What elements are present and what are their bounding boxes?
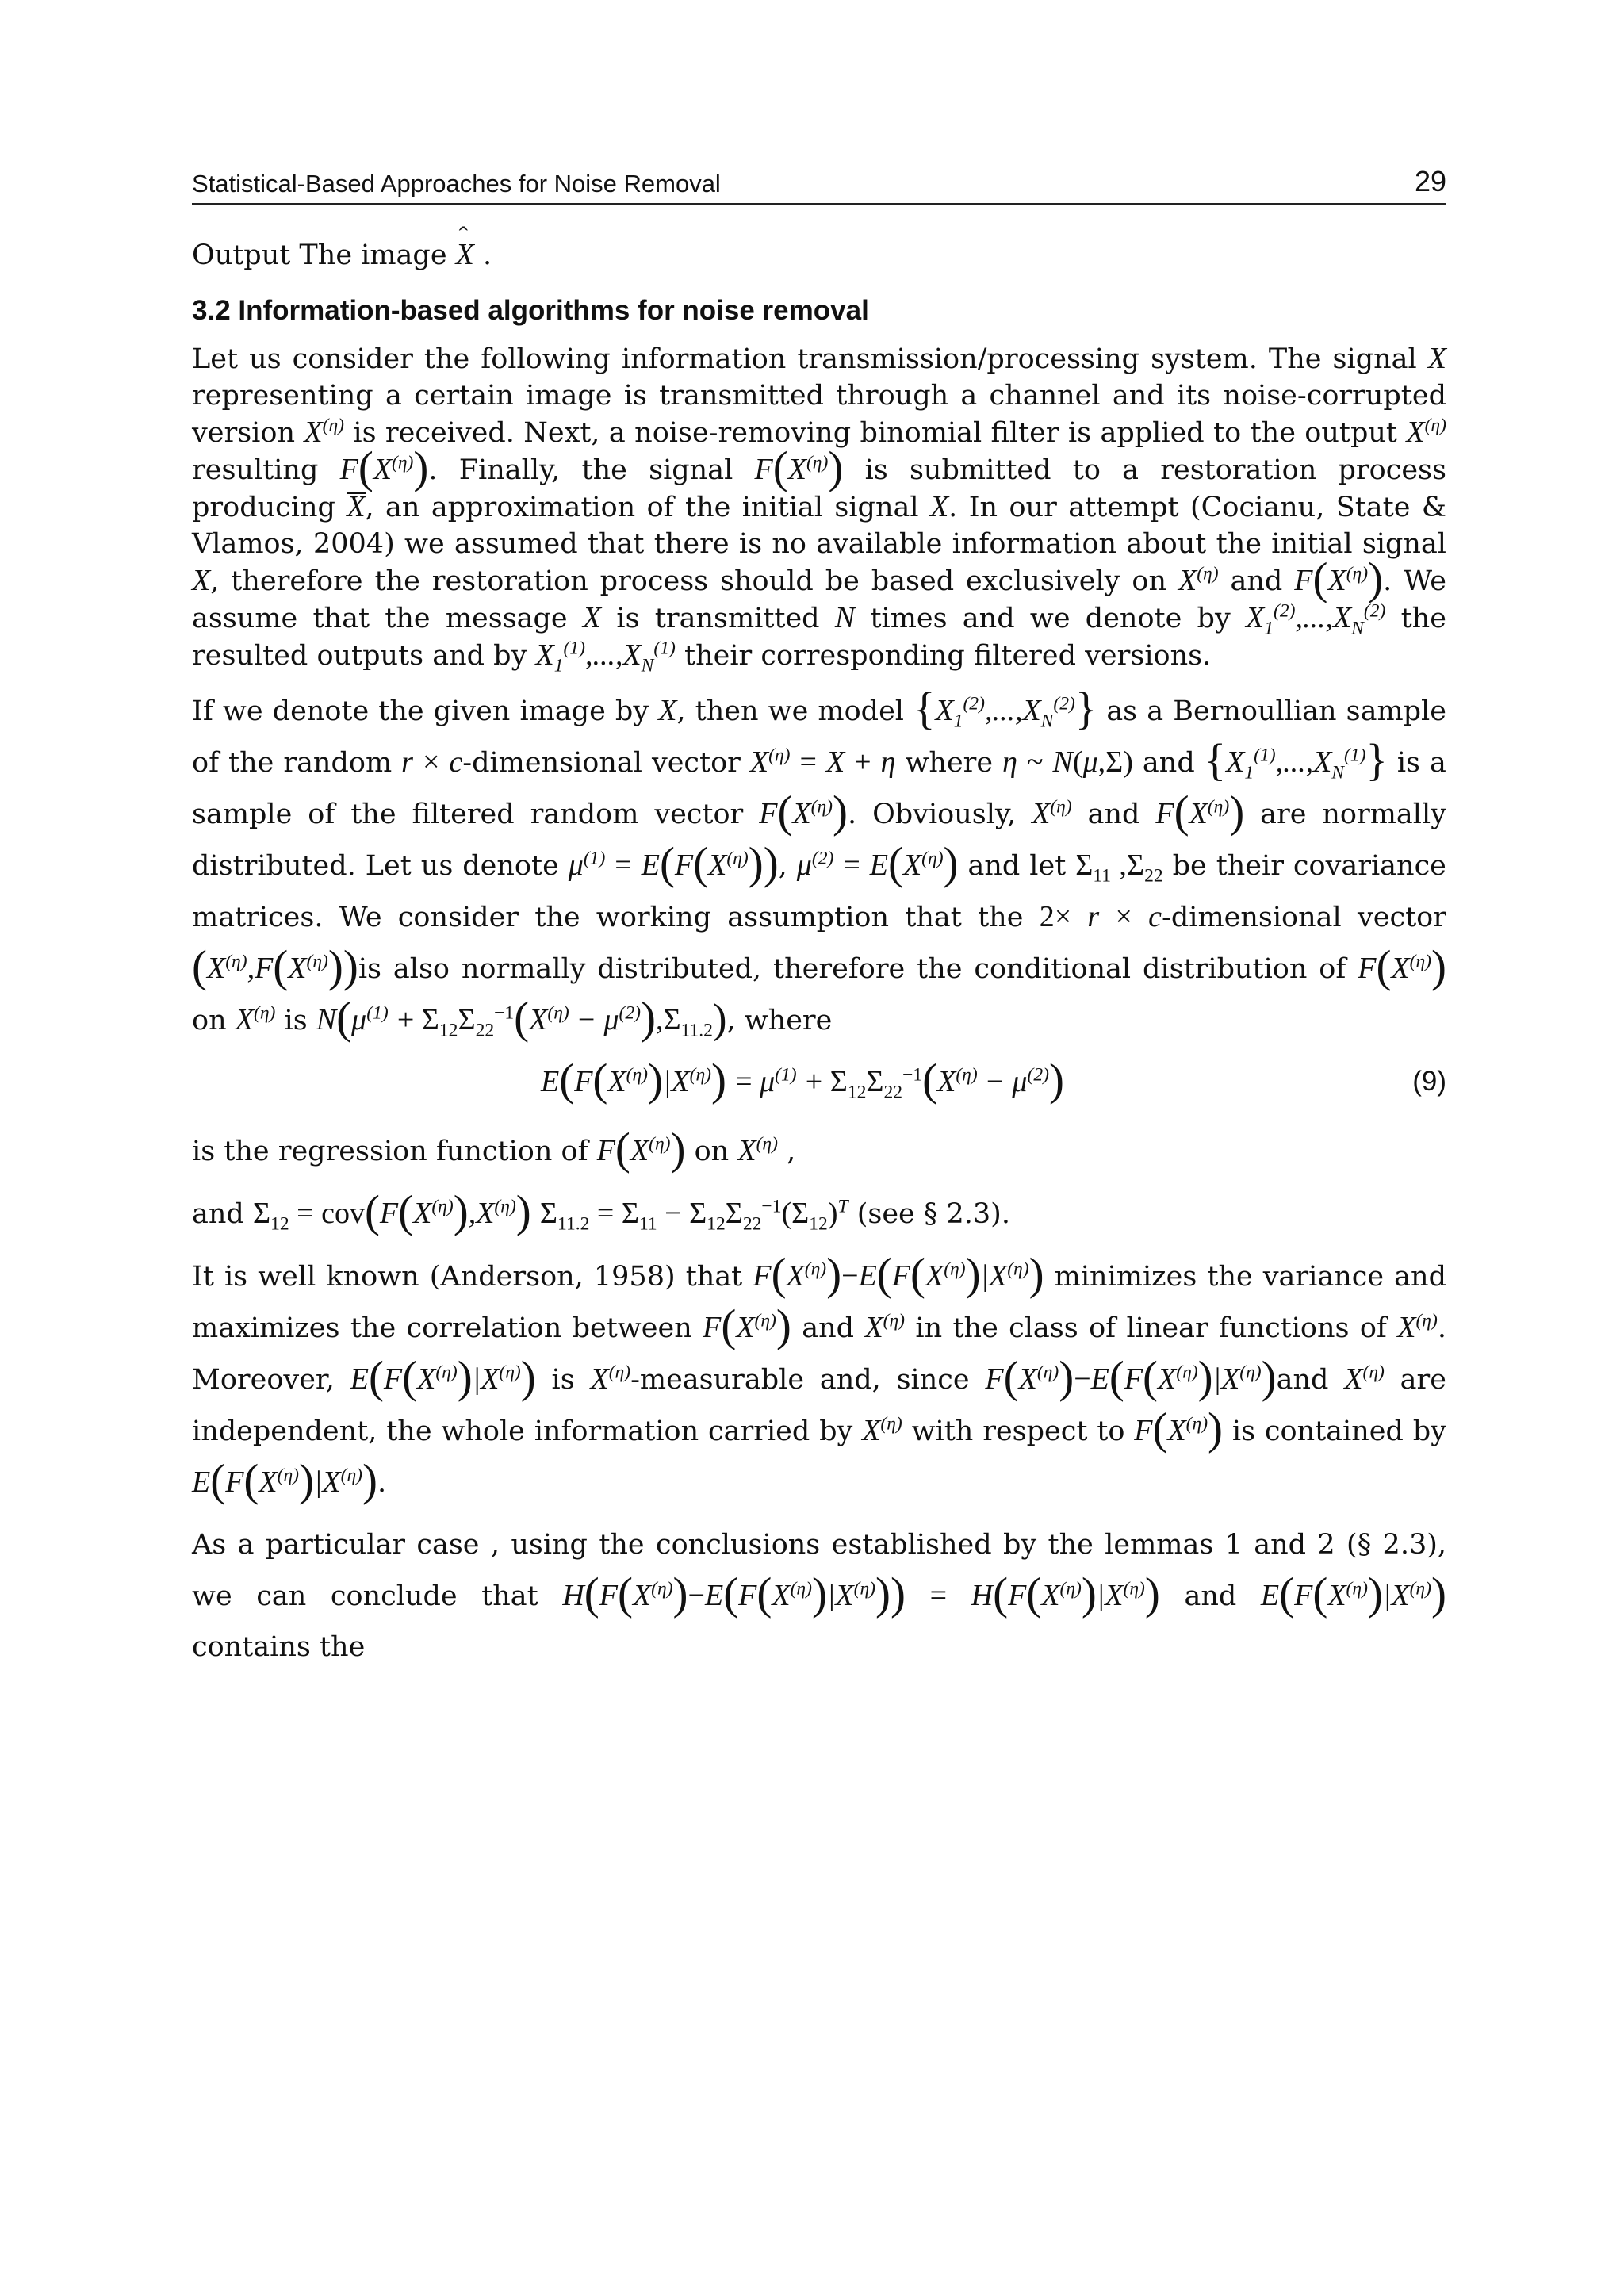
running-title: Statistical-Based Approaches for Noise Removal bbox=[192, 170, 721, 197]
paragraph-1: Let us consider the following information transmission/processing system. The signal X representing a certain image is transmitted through a channel and its noise-corrupted version $X^{(\eta)}$ is received. Next, a noise-removing binomial filter is applied to the output $X^{(\eta)}$ resulting $F(X^{(\eta)})$. Finally, the signal $F(X^{(\eta)})$ is submitted to a restoration process producing X, an approximation of the initial signal X. In our attempt (Cocianu, State & Vlamos, 2004) we assumed that there is no available information about the initial signal X, therefore the restoration process should be based exclusively on $X^{(\eta)}$ and $F(X^{(\eta)})$. We assume that the message X is transmitted N times and we denote by $X_1^{(2)},...,X_N^{(2)}$ the resulted outputs and by $X_1^{(1)},...,X_N^{(1)}$ their corresponding filtered versions. bbox=[192, 342, 1446, 676]
paragraph-3: is the regression function of $F(X^{(\eta)})$ on $X^{(\eta)}$ , bbox=[192, 1124, 796, 1174]
equation-number: (9) bbox=[1412, 1066, 1446, 1097]
page-header bbox=[192, 159, 1446, 205]
paragraph-6: As a particular case , using the conclusions established by the lemmas 1 and 2 (§ 2.3), we can conclude that $H(F(X^{(\eta)})-E(F(X^{(\eta)})|X^{(\eta)})) = H(F(X^{(\eta)})|X^{(\eta)})$ and $E(F(X^{(\eta)})|X^{(\eta)})$ contains the bbox=[192, 1529, 1446, 1663]
page-body bbox=[192, 236, 1446, 1672]
paragraph-4: and $\Sigma_{12} = cov(F(X^{(\eta)}),X^{(\eta)}) \Sigma_{11.2} = \Sigma_{11} - \Sigma_{12}\Sigma_{22}^{-1}(\Sigma_{12})^T$ (see § 2.3). bbox=[192, 1186, 1010, 1237]
paragraph-2: If we denote the given image by X, then we model $\{X_1^{(2)},...,X_N^{(2)}\}$ as a Bernoullian sample of the random r × c-dimensional vector $X^{(\eta)} = X + \eta$ where η ~ N(μ,Σ) and $\{X_1^{(1)},...,X_N^{(1)}\}$ is a sample of the filtered random vector $F(X^{(\eta)})$. Obviously, $X^{(\eta)}$ and $F(X^{(\eta)})$ are normally distributed. Let us denote $\mu^{(1)} = E(F(X^{(\eta)}))$, $\mu^{(2)} = E(X^{(\eta)})$ and let $\Sigma_{11}$ $,\Sigma_{22}$ be their covariance matrices. We consider the working assumption that the 2× r × c-dimensional vector $(X^{(\eta)},F(X^{(\eta)}))is$ also normally distributed, therefore the conditional distribution of $F(X^{(\eta)})$ on $X^{(\eta)}$ is $N(\mu^{(1)} + \Sigma_{12}\Sigma_{22}^{-1}(X^{(\eta)} - \mu^{(2)}),\Sigma_{11.2})$, where bbox=[192, 684, 1446, 1044]
output-line: Output The image ˆ X . bbox=[192, 236, 1446, 274]
x-hat-symbol: ˆ X bbox=[456, 236, 474, 273]
paragraph-5: It is well known (Anderson, 1958) that $F(X^{(\eta)})-E(F(X^{(\eta)})|X^{(\eta)})$ minimizes the variance and maximizes the correlation between $F(X^{(\eta)})$ and $X^{(\eta)}$ in the class of linear functions of $X^{(\eta)}$. Moreover, $E(F(X^{(\eta)})|X^{(\eta)})$ is $X^{(\eta)}$-measurable and, since $F(X^{(\eta)})-E(F(X^{(\eta)})|X^{(\eta)})and$ $X^{(\eta)}$ are independent, the whole information carried by $X^{(\eta)}$ with respect to $F(X^{(\eta)})$ is contained by $E(F(X^{(\eta)})|X^{(\eta)})$. bbox=[192, 1249, 1446, 1506]
equation-9: $E(F(X^{(\eta)})|X^{(\eta)}) = \mu^{(1)} + \Sigma_{12}\Sigma_{22}^{-1}(X^{(\eta)} - \mu^{(2)})$ (9) bbox=[541, 1055, 1446, 1105]
section-heading: 3.2 Information-based algorithms for noise removal bbox=[192, 295, 869, 326]
page bbox=[192, 159, 1446, 1672]
page-number: 29 bbox=[1414, 165, 1446, 197]
